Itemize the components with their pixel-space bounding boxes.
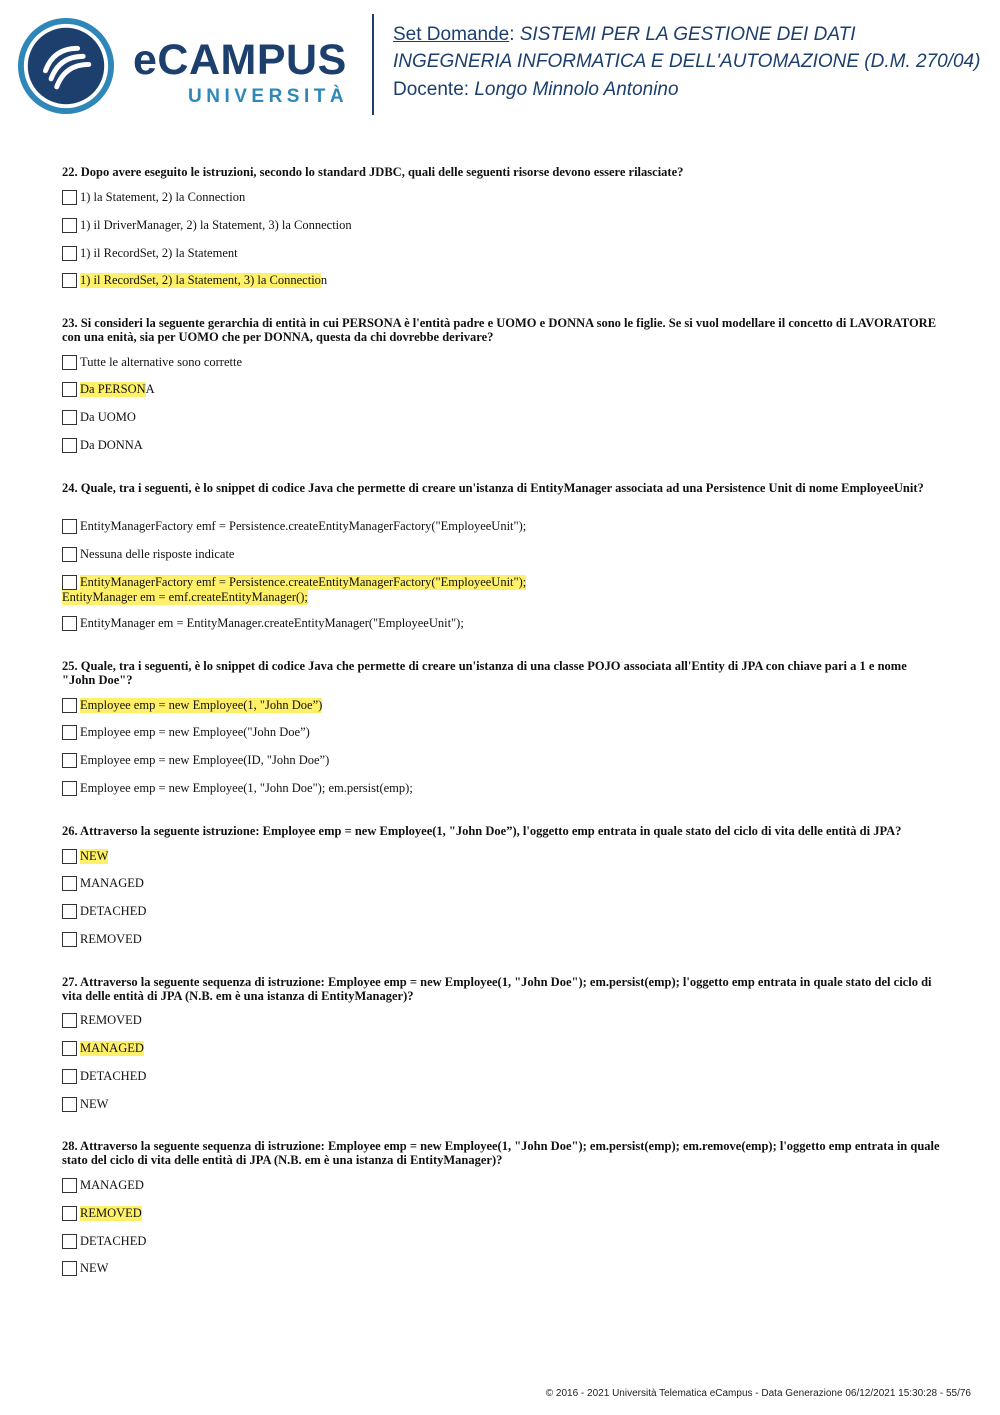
answer-option-correct[interactable]: REMOVED bbox=[62, 1206, 142, 1221]
teacher-name: Longo Minnolo Antonino bbox=[474, 79, 679, 100]
answer-option-correct[interactable]: EntityManagerFactory emf = Persistence.createEntityManagerFactory("EmployeeUnit"); bbox=[62, 575, 526, 590]
checkbox[interactable] bbox=[62, 410, 77, 425]
checkbox[interactable] bbox=[62, 519, 77, 534]
answer-option[interactable]: Tutte le alternative sono corrette bbox=[62, 355, 242, 370]
answer-option[interactable]: DETACHED bbox=[62, 904, 146, 919]
checkbox[interactable] bbox=[62, 1041, 77, 1056]
answer-option[interactable]: Da DONNA bbox=[62, 438, 143, 453]
checkbox[interactable] bbox=[62, 1013, 77, 1028]
checkbox[interactable] bbox=[62, 849, 77, 864]
question-28: 28. Attraverso la seguente sequenza di istruzione: Employee emp = new Employee(1, "John Doe"); em.persist(emp); em.remove(emp); l'oggetto emp entrata in quale stato del ciclo di vita delle entità di JPA (N.B. em è una istanza di EntityManager)? bbox=[62, 1139, 940, 1167]
checkbox[interactable] bbox=[62, 904, 77, 919]
answer-option[interactable]: EntityManagerFactory emf = Persistence.createEntityManagerFactory("EmployeeUnit"); bbox=[62, 519, 526, 534]
header-teacher-line bbox=[393, 80, 679, 99]
answer-option[interactable]: Employee emp = new Employee(1, "John Doe"); em.persist(emp); bbox=[62, 781, 413, 796]
question-27: 27. Attraverso la seguente sequenza di istruzione: Employee emp = new Employee(1, "John Doe"); em.persist(emp); l'oggetto emp entrata in quale stato del ciclo di vita delle entità di JPA (N.B. em è una istanza di EntityManager)? bbox=[62, 975, 932, 1003]
answer-option[interactable]: DETACHED bbox=[62, 1069, 146, 1084]
checkbox[interactable] bbox=[62, 781, 77, 796]
question-26: 26. Attraverso la seguente istruzione: Employee emp = new Employee(1, "John Doe”), l'oggetto emp entrata in quale stato del ciclo di vita delle entità di JPA? bbox=[62, 824, 902, 838]
checkbox[interactable] bbox=[62, 725, 77, 740]
header-course-line: Set Domande: SISTEMI PER LA GESTIONE DEI DATI bbox=[393, 24, 856, 45]
header-divider bbox=[372, 14, 374, 115]
answer-option[interactable]: Nessuna delle risposte indicate bbox=[62, 547, 234, 562]
answer-option-continuation: EntityManager em = emf.createEntityManager(); bbox=[62, 590, 308, 604]
checkbox[interactable] bbox=[62, 575, 77, 590]
page-footer: © 2016 - 2021 Università Telematica eCampus - Data Generazione 06/12/2021 15:30:28 - 55/76 bbox=[545, 1388, 971, 1399]
docente-label: Docente: bbox=[393, 79, 475, 100]
brand-subtitle: UNIVERSITÀ bbox=[188, 86, 349, 107]
checkbox[interactable] bbox=[62, 218, 77, 233]
answer-option[interactable]: EntityManager em = EntityManager.createEntityManager("EmployeeUnit"); bbox=[62, 616, 464, 631]
page-header bbox=[0, 0, 1000, 125]
checkbox[interactable] bbox=[62, 190, 77, 205]
answer-option[interactable]: REMOVED bbox=[62, 1013, 142, 1028]
answer-option[interactable]: NEW bbox=[62, 1261, 108, 1276]
checkbox[interactable] bbox=[62, 355, 77, 370]
degree-title: INGEGNERIA INFORMATICA E DELL'AUTOMAZIONE (D.M. 270/04) bbox=[393, 51, 981, 72]
checkbox[interactable] bbox=[62, 876, 77, 891]
set-domande-label: Set Domande bbox=[393, 24, 510, 45]
checkbox[interactable] bbox=[62, 246, 77, 261]
checkbox[interactable] bbox=[62, 698, 77, 713]
answer-option-correct[interactable]: 1) il RecordSet, 2) la Statement, 3) la Connectio n bbox=[62, 273, 327, 288]
answer-option[interactable]: 1) il DriverManager, 2) la Statement, 3) la Connection bbox=[62, 218, 352, 233]
checkbox[interactable] bbox=[62, 547, 77, 562]
answer-option-correct[interactable]: Da PERSON A bbox=[62, 382, 155, 397]
answer-option[interactable]: Employee emp = new Employee(ID, "John Doe”) bbox=[62, 753, 329, 768]
answer-option-correct[interactable]: Employee emp = new Employee(1, "John Doe”) bbox=[62, 698, 322, 713]
checkbox[interactable] bbox=[62, 1234, 77, 1249]
answer-option-correct[interactable]: NEW bbox=[62, 849, 108, 864]
answer-option[interactable]: Da UOMO bbox=[62, 410, 136, 425]
answer-option[interactable]: MANAGED bbox=[62, 1178, 144, 1193]
checkbox[interactable] bbox=[62, 438, 77, 453]
checkbox[interactable] bbox=[62, 1069, 77, 1084]
question-24: 24. Quale, tra i seguenti, è lo snippet di codice Java che permette di creare un'istanza di EntityManager associata ad una Persistence Unit di nome EmployeeUnit? bbox=[62, 481, 924, 495]
answer-option[interactable]: MANAGED bbox=[62, 876, 144, 891]
ecampus-logo-icon bbox=[17, 17, 115, 115]
checkbox[interactable] bbox=[62, 932, 77, 947]
checkbox[interactable] bbox=[62, 753, 77, 768]
answer-option-correct[interactable]: MANAGED bbox=[62, 1041, 144, 1056]
answer-option[interactable]: NEW bbox=[62, 1097, 108, 1112]
checkbox[interactable] bbox=[62, 382, 77, 397]
answer-option[interactable]: Employee emp = new Employee("John Doe”) bbox=[62, 725, 310, 740]
checkbox[interactable] bbox=[62, 1261, 77, 1276]
checkbox[interactable] bbox=[62, 1206, 77, 1221]
answer-option[interactable]: REMOVED bbox=[62, 932, 142, 947]
question-25: 25. Quale, tra i seguenti, è lo snippet di codice Java che permette di creare un'istanza di una classe POJO associata all'Entity di JPA con chiave pari a 1 e nome "John Doe"? bbox=[62, 659, 907, 687]
answer-option[interactable]: 1) il RecordSet, 2) la Statement bbox=[62, 246, 238, 261]
question-22: 22. Dopo avere eseguito le istruzioni, secondo lo standard JDBC, quali delle seguenti risorse devono essere rilasciate? bbox=[62, 165, 684, 179]
answer-option[interactable]: DETACHED bbox=[62, 1234, 146, 1249]
checkbox[interactable] bbox=[62, 1178, 77, 1193]
header-degree-line bbox=[393, 52, 980, 71]
checkbox[interactable] bbox=[62, 616, 77, 631]
brand-name: eCAMPUS bbox=[133, 36, 347, 84]
checkbox[interactable] bbox=[62, 273, 77, 288]
course-title: SISTEMI PER LA GESTIONE DEI DATI bbox=[519, 24, 856, 45]
checkbox[interactable] bbox=[62, 1097, 77, 1112]
answer-option[interactable]: 1) la Statement, 2) la Connection bbox=[62, 190, 245, 205]
question-23: 23. Si consideri la seguente gerarchia di entità in cui PERSONA è l'entità padre e UOMO e DONNA sono le figlie. Se si vuol modellare il concetto di LAVORATORE con una enità, sia per UOMO che per DONNA, questa da chi dovrebbe derivare? bbox=[62, 316, 937, 344]
